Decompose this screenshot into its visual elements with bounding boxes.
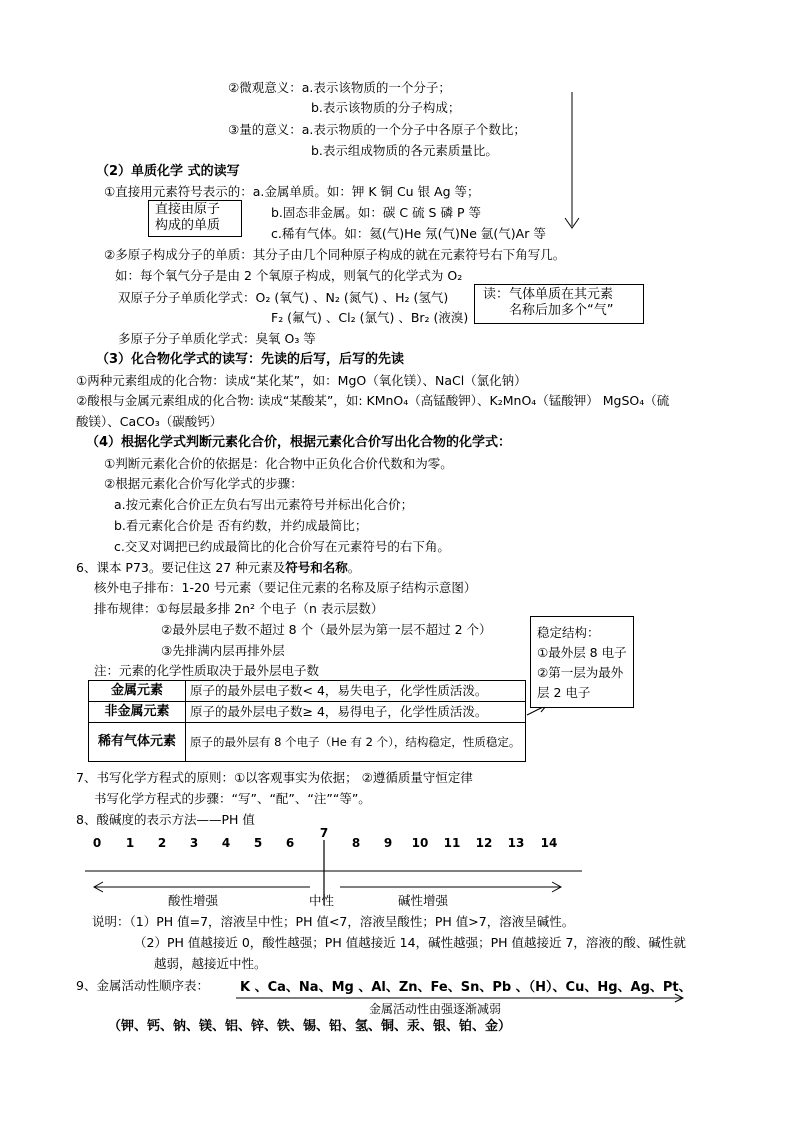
textbook-note-text: 6、课本 P73。要记住这 27 种元素及 xyxy=(76,560,286,575)
multi-atom-element: ②多原子构成分子的单质：其分子由几个同种原子构成的就在元素符号右下角写几。 xyxy=(104,247,566,262)
valence-step-a: a.按元素化合价正左负右写出元素符号并标出化合价； xyxy=(114,497,414,512)
stable-structure-box xyxy=(530,616,634,708)
arrangement-rule-1: 排布规律：①每层最多排 2n² 个电子（n 表示层数） xyxy=(94,601,384,616)
ph-note-2-cont: 越弱，越接近中性。 xyxy=(154,956,267,971)
table-cell: 金属元素 xyxy=(89,681,186,702)
ph-neutral-label: 中性 xyxy=(309,893,335,908)
direct-atom-box-line: 构成的单质 xyxy=(155,218,221,233)
ph-tick: 9 xyxy=(383,836,393,850)
diatomic-formulas-2: F₂ (氟气) 、Cl₂ (氯气) 、Br₂ (液溴) xyxy=(271,310,469,325)
direct-symbol-nonmetal: b.固态非金属。如：碳 C 硫 S 磷 P 等 xyxy=(271,205,481,220)
acid-radical-compound-cont: 酸镁）、CaCO₃（碳酸钙） xyxy=(76,414,223,429)
ph-tick: 14 xyxy=(540,836,558,850)
section-3-title: （3）化合物化学式的读写：先读的后写，后写的先读 xyxy=(96,352,405,367)
ph-tick: 4 xyxy=(221,836,231,850)
ph-note-1: 说明：（1）PH 值=7，溶液呈中性；PH 值<7，溶液呈酸性；PH 值>7，溶液呈碱性。 xyxy=(92,914,575,929)
micro-meaning-b: b.表示该物质的分子构成； xyxy=(311,100,461,115)
table-cell: 原子的最外层电子数< 4，易失电子，化学性质活泼。 xyxy=(186,681,526,702)
ph-base-label: 碱性增强 xyxy=(398,893,449,908)
ph-tick: 2 xyxy=(157,836,167,850)
textbook-note-bold: 符号和名称 xyxy=(285,560,348,575)
arrangement-rule-2: ②最外层电子数不超过 8 个（最外层为第一层不超过 2 个） xyxy=(161,622,492,637)
binary-compound: ①两种元素组成的化合物：读成“某化某”，如：MgO（氧化镁）、NaCl（氯化钠） xyxy=(76,373,527,388)
table-cell: 原子的最外层有 8 个电子（He 有 2 个），结构稳定，性质稳定。 xyxy=(186,723,526,762)
acid-radical-compound: ②酸根与金属元素组成的化合物: 读成“某酸某”，如: KMnO₄（高锰酸钾）、K₂MnO₄（锰酸钾） MgSO₄（硫 xyxy=(76,393,670,408)
ph-tick: 7 xyxy=(319,826,329,840)
ph-tick: 6 xyxy=(285,836,295,850)
ph-title: 8、酸碱度的表示方法——PH 值 xyxy=(76,812,255,827)
read-rule-box xyxy=(474,284,644,324)
ph-tick: 11 xyxy=(443,836,461,850)
stable-line: 稳定结构： xyxy=(537,625,600,640)
ph-tick: 0 xyxy=(92,836,102,850)
diatomic-formulas: 双原子分子单质化学式：O₂ (氧气) 、N₂ (氮气) 、H₂ (氢气) xyxy=(118,290,449,305)
table-cell: 稀有气体元素 xyxy=(89,723,186,762)
activity-series: K 、Ca、Na、Mg 、Al、Zn、Fe、Sn、Pb 、（H）、Cu、Hg、Ag、Pt、 xyxy=(240,980,692,995)
ph-tick: 1 xyxy=(125,836,135,850)
ph-tick: 13 xyxy=(507,836,525,850)
valence-step-b: b.看元素化合价是 否有约数，并约成最简比； xyxy=(114,518,368,533)
valence-basis: ①判断元素化合价的依据是：化合物中正负化合价代数和为零。 xyxy=(104,456,453,471)
table-cell: 原子的最外层电子数≥ 4，易得电子，化学性质活泼。 xyxy=(186,702,526,723)
stable-line: ②第一层为最外 xyxy=(537,665,624,680)
element-type-table xyxy=(88,680,526,762)
direct-atom-box xyxy=(148,200,242,237)
arrangement-rule-3: ③先排满内层再排外层 xyxy=(161,643,285,658)
direct-symbol-metal: ①直接用元素符号表示的：a.金属单质。如：钾 K 铜 Cu 银 Ag 等； xyxy=(104,184,480,199)
polyatomic-formula: 多原子分子单质化学式：臭氧 O₃ 等 xyxy=(118,331,316,346)
valence-step-c: c.交叉对调把已约成最简比的化合价写在元素符号的右下角。 xyxy=(114,539,450,554)
ph-tick: 3 xyxy=(189,836,199,850)
table-row xyxy=(89,723,526,762)
table-cell: 非金属元素 xyxy=(89,702,186,723)
stable-line: 层 2 电子 xyxy=(537,685,591,700)
activity-series-chinese: （钾、钙、钠、镁、铝、锌、铁、锡、铅、氢、铜、汞、银、铂、金） xyxy=(108,1019,512,1034)
oxygen-example: 如：每个氧气分子是由 2 个氧原子构成，则氧气的化学式为 O₂ xyxy=(115,268,463,283)
direct-atom-box-line: 直接由原子 xyxy=(155,202,221,217)
quantity-meaning-b: b.表示组成物质的各元素质量比。 xyxy=(311,143,498,158)
activity-title: 9、金属活动性顺序表： xyxy=(76,978,209,993)
section-4-title: （4）根据化学式判断元素化合价，根据元素化合价写出化合物的化学式： xyxy=(86,435,512,450)
equation-steps: 书写化学方程式的步骤：“写”、“配”、“注”“等”。 xyxy=(94,791,371,806)
stable-line: ①最外层 8 电子 xyxy=(537,645,627,660)
quantity-meaning-a: ③量的意义：a.表示物质的一个分子中各原子个数比； xyxy=(228,122,526,137)
ph-acid-label: 酸性增强 xyxy=(168,893,219,908)
direct-symbol-noble-gas: c.稀有气体。如：氦(气)He 氖(气)Ne 氩(气)Ar 等 xyxy=(271,226,546,241)
ph-tick: 12 xyxy=(475,836,493,850)
activity-note: 金属活动性由强逐渐减弱 xyxy=(369,1002,502,1016)
ph-note-2: （2）PH 值越接近 0，酸性越强；PH 值越接近 14，碱性越强；PH 值越接近 7，溶液的酸、碱性就 xyxy=(134,935,686,950)
table-row xyxy=(89,702,526,723)
section-2-title: （2）单质化学 式的读写 xyxy=(96,164,240,179)
textbook-note xyxy=(76,560,360,576)
read-rule-line: 名称后加多个“气” xyxy=(509,303,614,318)
read-rule-line: 读：气体单质在其元素 xyxy=(483,287,614,302)
valence-steps: ②根据元素化合价写化学式的步骤： xyxy=(104,476,303,491)
chemical-property-note: 注：元素的化学性质取决于最外层电子数 xyxy=(94,663,320,678)
table-row xyxy=(89,681,526,702)
electron-arrangement: 核外电子排布：1-20 号元素（要记住元素的名称及原子结构示意图） xyxy=(94,580,477,595)
equation-principle: 7、书写化学方程式的原则：①以客观事实为依据； ②遵循质量守恒定律 xyxy=(76,770,473,785)
micro-meaning-a: ②微观意义：a.表示该物质的一个分子； xyxy=(228,80,451,95)
ph-tick: 5 xyxy=(253,836,263,850)
ph-tick: 8 xyxy=(351,836,361,850)
textbook-note-end: 。 xyxy=(347,560,361,575)
ph-tick: 10 xyxy=(411,836,429,850)
